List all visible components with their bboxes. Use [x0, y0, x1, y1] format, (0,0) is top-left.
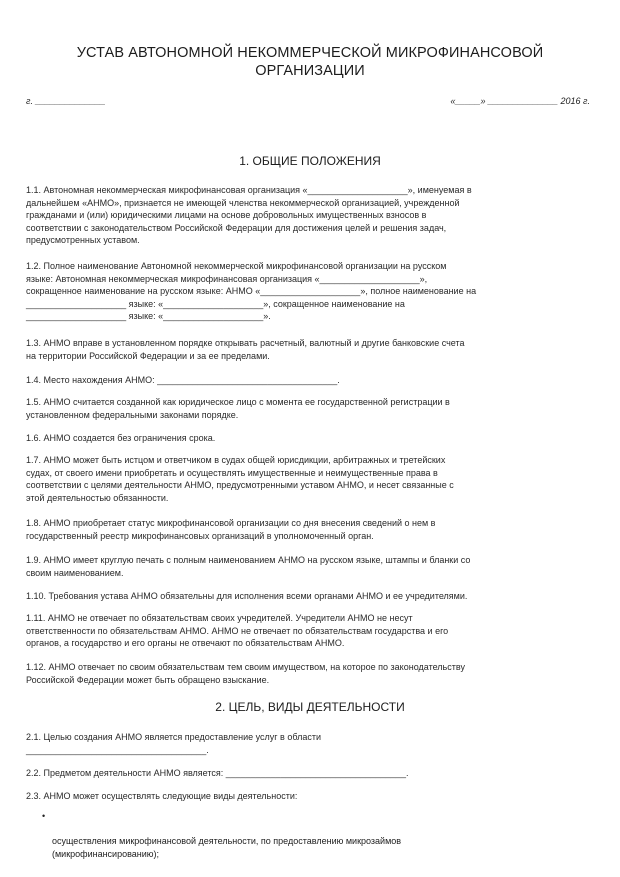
paragraph-2-3: 2.3. АНМО может осуществлять следующие виды деятельности:	[26, 791, 298, 801]
paragraph-1-10: 1.10. Требования устава АНМО обязательны для исполнения всеми органами АНМО и ее учредителями.	[26, 591, 468, 601]
paragraph-1-11: 1.11. АНМО не отвечает по обязательствам своих учредителей. Учредители АНМО не несут ответственности по обязательствам АНМО. АНМО не отвечает по обязательствам государства и его органов, а государство и его органы не отвечают по обязательствам АНМО.	[26, 613, 449, 648]
document-title-line2: ОРГАНИЗАЦИИ	[255, 63, 365, 79]
paragraph-2-1: 2.1. Целью создания АНМО является предоставление услуг в области ____________________________________.	[26, 732, 321, 755]
list-item	[42, 810, 582, 860]
paragraph-1-7: 1.7. АНМО может быть истцом и ответчиком в судах общей юрисдикции, арбитражных и третейских судах, от своего имени приобретать и осуществлять имущественные и неимущественные права в соответствии с целями деятельности АНМО, предусмотренными уставом АНМО, и несет связанные с этой деятельностью обязанности.	[26, 455, 454, 503]
section2-heading: 2. ЦЕЛЬ, ВИДЫ ДЕЯТЕЛЬНОСТИ	[215, 700, 405, 714]
paragraph-1-9: 1.9. АНМО имеет круглую печать с полным наименованием АНМО на русском языке, штампы и бланки со своим наименованием.	[26, 555, 471, 578]
paragraph-1-2: 1.2. Полное наименование Автономной некоммерческой микрофинансовой организации на русском языке: Автономная некоммерческая микрофинансовая организация «____________________», сокращенное наименование на русском языке: АНМО «____________________», полное наименование на ____________________ языке: «____________________», сокращенное наименование на ____________________ языке: «____________________».	[26, 261, 477, 321]
paragraph-1-1: 1.1. Автономная некоммерческая микрофинансовая организация «____________________», именуемая в дальнейшем «АНМО», признается не имеющей членства некоммерческой организацией, учрежденной гражданами и (или) юридическими лицами на основе добровольных имущественных взносов в соответствии с законодательством Российской Федерации для достижения целей и решения задач, предусмотренных уставом.	[26, 185, 472, 245]
paragraph-1-12: 1.12. АНМО отвечает по своим обязательствам тем своим имуществом, на которое по законодательству Российской Федерации может быть обращено взыскание.	[26, 662, 465, 685]
paragraph-2-2: 2.2. Предметом деятельности АНМО является: ____________________________________.	[26, 768, 409, 778]
document-title-line1: УСТАВ АВТОНОМНОЙ НЕКОММЕРЧЕСКОЙ МИКРОФИНАНСОВОЙ	[76, 45, 544, 61]
paragraph-1-8: 1.8. АНМО приобретает статус микрофинансовой организации со дня внесения сведений о нем в государственный реестр микрофинансовых организаций в уполномоченный орган.	[26, 518, 436, 541]
list-item-text: осуществления микрофинансовой деятельности, по предоставлению микрозаймов (микрофинансированию);	[52, 836, 402, 859]
paragraph-1-4: 1.4. Место нахождения АНМО: ____________________________________.	[26, 375, 340, 385]
paragraph-1-6: 1.6. АНМО создается без ограничения срока.	[26, 433, 216, 443]
section1-heading: 1. ОБЩИЕ ПОЛОЖЕНИЯ	[239, 154, 381, 168]
paragraph-1-5: 1.5. АНМО считается созданной как юридическое лицо с момента ее государственной регистрации в установленном федеральными законами порядке.	[26, 397, 450, 420]
date-field: «_____» ______________ 2016 г.	[450, 96, 590, 106]
place-field: г. ______________	[26, 96, 106, 106]
paragraph-1-3: 1.3. АНМО вправе в установленном порядке открывать расчетный, валютный и другие банковские счета на территории Российской Федерации и за ее пределами.	[26, 338, 465, 361]
bullet-dot-icon: •	[42, 811, 46, 821]
document-title	[0, 44, 620, 80]
